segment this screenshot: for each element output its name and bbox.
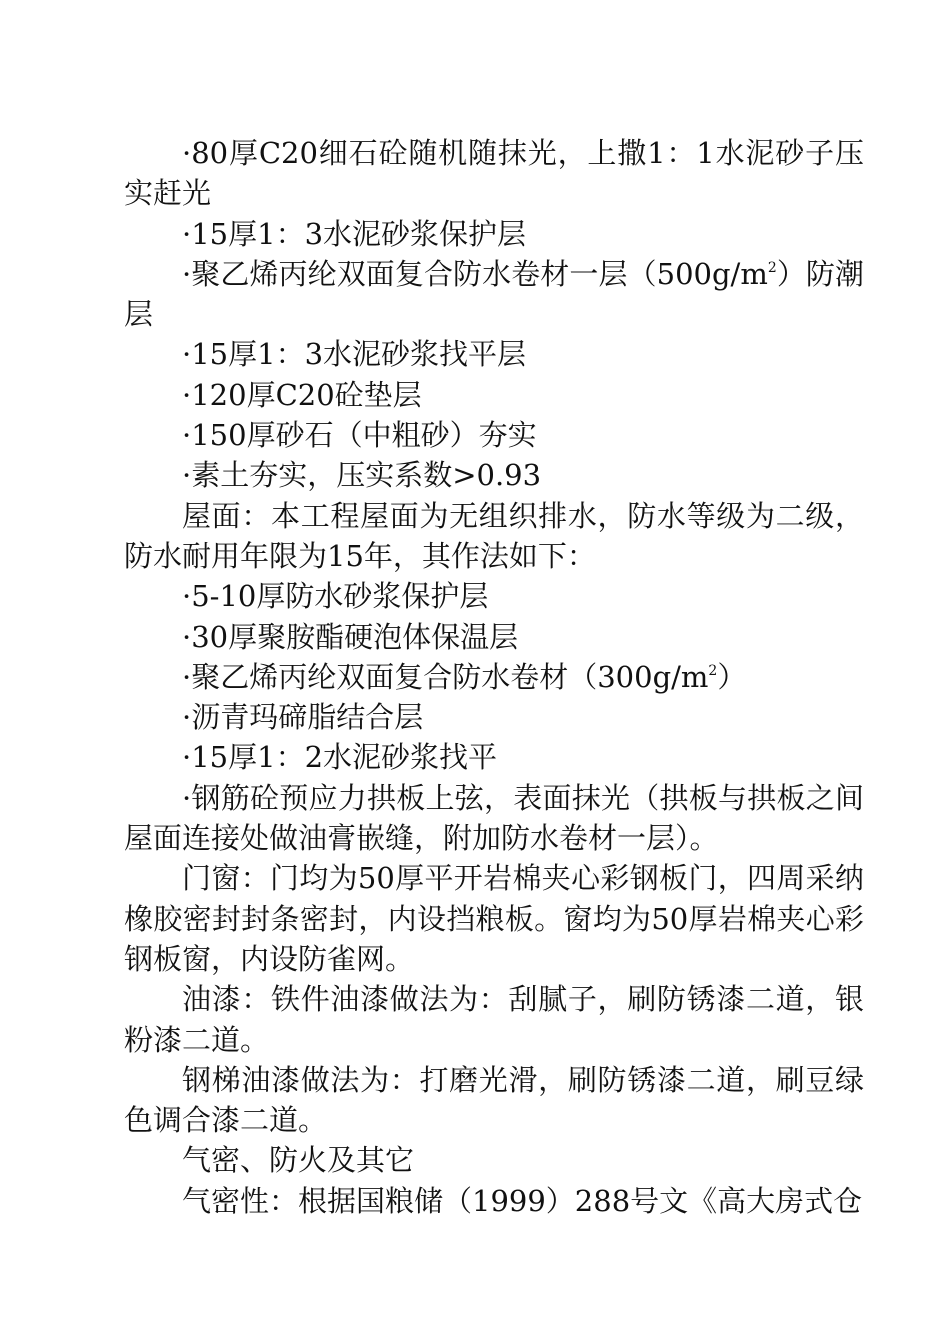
doors-windows-paragraph: 门窗：门均为50厚平开岩棉夹心彩钢板门，四周采纳橡胶密封封条密封，内设挡粮板。窗均为50厚岩棉夹心彩钢板窗，内设防雀网。	[124, 861, 864, 976]
roof-intro-paragraph: 屋面：本工程屋面为无组织排水，防水等级为二级，防水耐用年限为15年，其作法如下：	[124, 498, 864, 573]
paint-paragraph: 油漆：铁件油漆做法为：刮腻子，刷防锈漆二道，银粉漆二道。	[124, 982, 864, 1057]
roof-layer-2: ·30厚聚胺酯硬泡体保温层	[182, 619, 519, 654]
floor-membrane-text-end: ）防潮层	[124, 256, 864, 332]
floor-layer-membrane	[124, 254, 864, 335]
roof-layer-4: ·沥青玛碲脂结合层	[182, 700, 424, 735]
roof-layer-6: ·钢筋砼预应力拱板上弦，表面抹光（拱板与拱板之间屋面连接处做油膏嵌缝，附加防水卷材一层）。	[124, 780, 864, 856]
floor-membrane-superscript: 2	[767, 259, 777, 276]
floor-layer-5: ·120厚C20砼垫层	[182, 377, 422, 412]
section-heading: 气密、防火及其它	[182, 1143, 415, 1178]
floor-layer-2: ·15厚1：3水泥砂浆保护层	[182, 216, 527, 251]
document-page	[124, 133, 864, 1221]
stair-paint-paragraph: 钢梯油漆做法为：打磨光滑，刷防锈漆二道，刷豆绿色调合漆二道。	[124, 1062, 864, 1138]
roof-layer-membrane	[124, 657, 864, 697]
floor-layer-6: ·150厚砂石（中粗砂）夯实	[182, 418, 537, 453]
floor-layer-4: ·15厚1：3水泥砂浆找平层	[182, 337, 527, 372]
roof-membrane-text-end: ）	[717, 659, 747, 694]
floor-membrane-text: ·聚乙烯丙纶双面复合防水卷材一层（500g/m	[182, 256, 768, 291]
roof-layer-5: ·15厚1：2水泥砂浆找平	[182, 740, 498, 775]
floor-layer-1: ·80厚C20细石砼随机随抹光，上撒1：1水泥砂子压实赶光	[124, 136, 864, 211]
roof-membrane-superscript: 2	[708, 662, 718, 679]
roof-membrane-text: ·聚乙烯丙纶双面复合防水卷材（300g/m	[182, 659, 709, 694]
roof-layer-1: ·5-10厚防水砂浆保护层	[182, 579, 489, 614]
airtight-paragraph: 气密性：根据国粮储（1999）288号文《高大房式仓	[182, 1183, 863, 1218]
floor-layer-7: ·素土夯实，压实系数>0.93	[182, 458, 542, 493]
